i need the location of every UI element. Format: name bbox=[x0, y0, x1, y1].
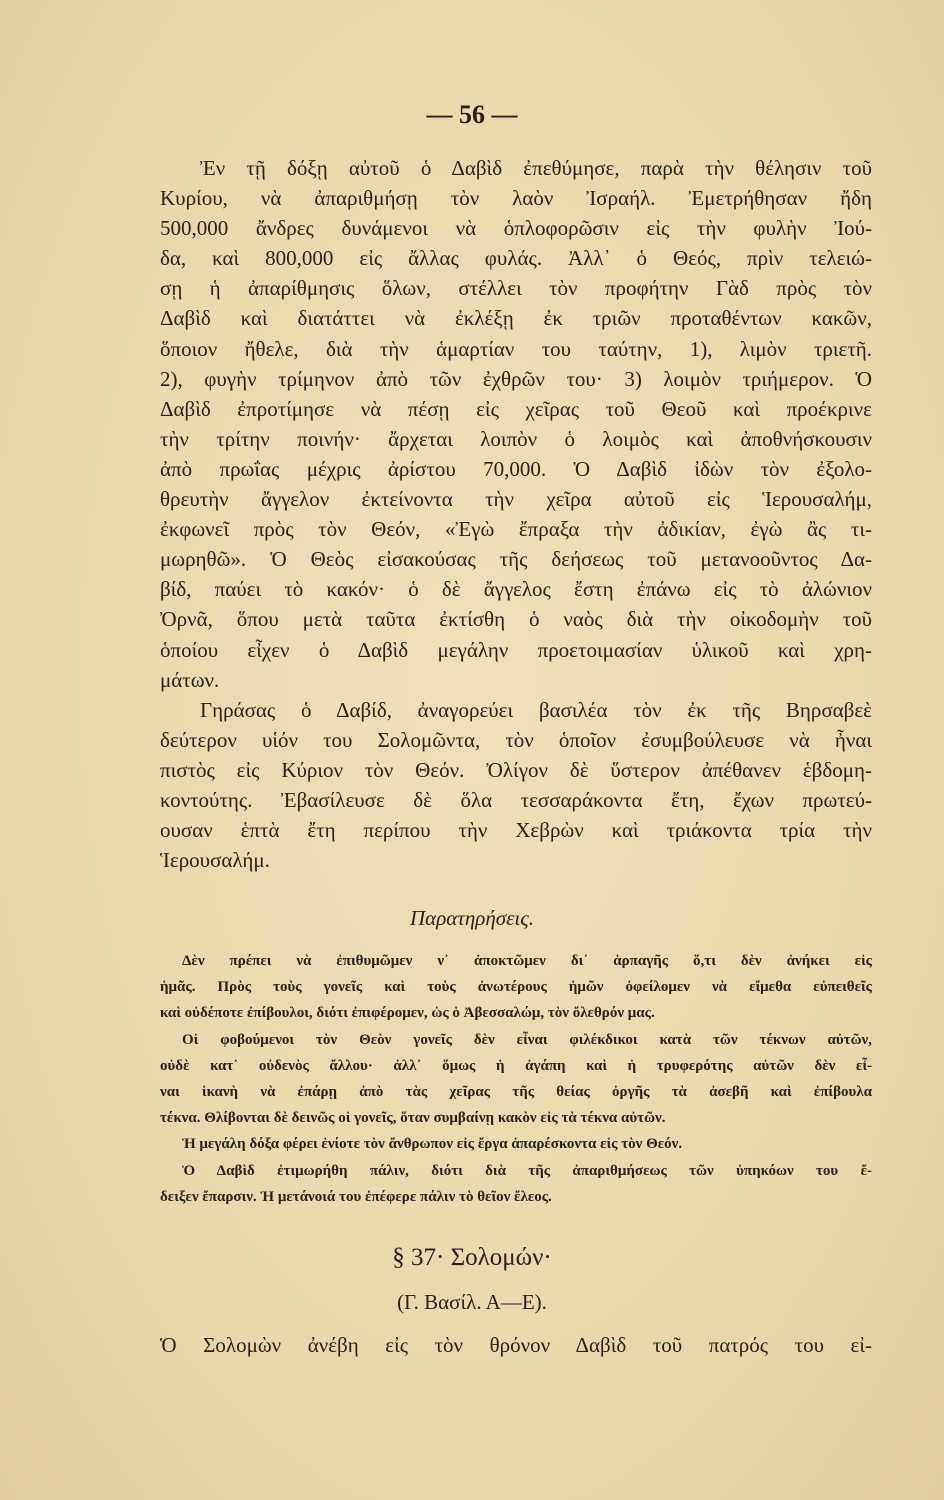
text-line: ἐκφωνεῖ πρὸς τὸν Θεόν, «Ἐγὼ ἔπραξα τὴν ἀδικίαν, ἐγὼ ἂς τι- bbox=[160, 517, 872, 542]
text-line: τὴν τρίτην ποινήν· ἄρχεται λοιπὸν ὁ λοιμὸς καὶ ἀποθνήσκουσιν bbox=[160, 426, 872, 451]
text-line: Κυρίου, νὰ ἀπαριθμήσῃ τὸν λαὸν Ἰσραήλ. Ἐμετρήθησαν ἤδη bbox=[160, 186, 872, 211]
text-line: μωρηθῶ». Ὁ Θεὸς εἰσακούσας τῆς δεήσεως τοῦ μετανοοῦντος Δα- bbox=[160, 547, 872, 572]
text-line: κοντούτης. Ἐβασίλευσε δὲ ὅλα τεσσαράκοντα ἔτη, ἔχων πρωτεύ- bbox=[160, 787, 872, 812]
note-line: Ἡ μεγάλη δόξα φέρει ἐνίοτε τὸν ἄνθρωπον εἰς ἔργα ἀπαρέσκοντα εἰς τὸν Θεόν. bbox=[182, 1136, 683, 1153]
note-line: Δὲν πρέπει νὰ ἐπιθυμῶμεν ν᾽ ἀποκτῶμεν δι᾽ ἁρπαγῆς ὅ,τι δὲν ἀνήκει εἰς bbox=[182, 953, 872, 969]
text-line: ἀπὸ πρωΐας μέχρις ἀρίστου 70,000. Ὁ Δαβὶδ ἰδὼν τὸν ἐξολο- bbox=[160, 456, 872, 481]
note-line: καὶ οὐδέποτε ἐπίβουλοι, διότι ἐπιφέρομεν, ὡς ὁ Ἀβεσσαλώμ, τὸν ὄλεθρόν μας. bbox=[160, 1005, 655, 1022]
observations-notes bbox=[160, 948, 872, 1210]
text-line: Ἱερουσαλήμ. bbox=[160, 848, 270, 873]
text-line: Γηράσας ὁ Δαβίδ, ἀναγορεύει βασιλέα τὸν ἐκ τῆς Βηρσαβεὲ bbox=[200, 697, 872, 722]
note-line: ἡμᾶς. Πρὸς τοὺς γονεῖς καὶ τοὺς ἀνωτέρους ἡμῶν ὀφείλομεν νὰ εἴμεθα εὐπειθεῖς bbox=[160, 979, 872, 996]
text-line: Δαβὶδ καὶ διατάττει νὰ ἐκλέξῃ ἐκ τριῶν προταθέντων κακῶν, bbox=[160, 306, 872, 331]
note-line: Οἱ φοβούμενοι τὸν Θεὸν γονεῖς δὲν εἶναι φιλέκδικοι κατὰ τῶν τέκνων αὐτῶν, bbox=[182, 1031, 872, 1048]
section-heading: § 37· Σολομών· bbox=[392, 1244, 552, 1271]
page-number: — 56 — bbox=[426, 100, 518, 129]
text-line: βίδ, παύει τὸ κακόν· ὁ δὲ ἄγγελος ἔστη ἐπάνω εἰς τὸ ἀλώνιον bbox=[160, 577, 872, 602]
text-line: ουσαν ἑπτὰ ἔτη περίπου τὴν Χεβρὼν καὶ τριάκοντα τρία τὴν bbox=[160, 818, 872, 843]
section-text bbox=[160, 1330, 872, 1360]
main-text bbox=[160, 153, 872, 875]
text-line: θρευτὴν ἄγγελον ἐκτείνοντα τὴν χεῖρα αὐτοῦ εἰς Ἱερουσαλήμ, bbox=[160, 487, 872, 512]
text-line: σῃ ἡ ἀπαρίθμησις ὅλων, στέλλει τὸν προφήτην Γὰδ πρὸς τὸν bbox=[160, 276, 872, 301]
note-line: οὐδὲ κατ᾽ οὐδενὸς ἄλλου· ἀλλ᾽ ὅμως ἡ ἀγάπη καὶ ἡ τρυφερότης αὐτῶν δὲν εἶ- bbox=[160, 1057, 872, 1074]
text-line: 2), φυγὴν τρίμηνον ἀπὸ τῶν ἐχθρῶν του· 3) λοιμὸν τριήμερον. Ὁ bbox=[160, 366, 872, 391]
note-line: Ὁ Δαβὶδ ἐτιμωρήθη πάλιν, διότι διὰ τῆς ἀπαριθμήσεως τῶν ὑπηκόων του ἔ- bbox=[182, 1162, 872, 1179]
text-line: Ὀρνᾶ, ὅπου μετὰ ταῦτα ἐκτίσθη ὁ ναὸς διὰ τὴν οἰκοδομὴν τοῦ bbox=[160, 607, 872, 632]
note-line: δειξεν ἔπαρσιν. Ἡ μετάνοιά του ἐπέφερε πάλιν τὸ θεῖον ἔλεος. bbox=[160, 1188, 552, 1205]
note-line: ναι ἱκανὴ νὰ ἐπάρῃ ἀπὸ τὰς χεῖρας τῆς θείας ὀργῆς τὰ ἀσεβῆ καὶ ἐπίβουλα bbox=[160, 1084, 872, 1101]
text-line: Ὁ Σολομὼν ἀνέβη εἰς τὸν θρόνον Δαβὶδ τοῦ πατρός του εἰ- bbox=[160, 1333, 872, 1357]
text-line: μάτων. bbox=[160, 667, 220, 692]
text-line: ὁποίου εἶχεν ὁ Δαβὶδ μεγάλην προετοιμασίαν ὑλικοῦ καὶ χρη- bbox=[160, 637, 872, 662]
observations-title: Παρατηρήσεις. bbox=[410, 906, 534, 930]
note-line: τέκνα. Θλίβονται δὲ δεινῶς οἱ γονεῖς, ὅταν συμβαίνῃ κακὸν εἰς τὰ τέκνα αὐτῶν. bbox=[160, 1110, 666, 1127]
text-line: Δαβὶδ ἐπροτίμησε νὰ πέσῃ εἰς χεῖρας τοῦ Θεοῦ καὶ προέκρινε bbox=[160, 396, 872, 421]
text-line: δεύτερον υἱόν του Σολομῶντα, τὸν ὁποῖον ἐσυμβούλευσε νὰ ἦναι bbox=[160, 727, 872, 752]
section-reference: (Γ. Βασίλ. Α—Ε). bbox=[397, 1290, 547, 1314]
text-line: δα, καὶ 800,000 εἰς ἄλλας φυλάς. Ἀλλ᾽ ὁ Θεός, πρὶν τελειώ- bbox=[160, 246, 872, 271]
text-line: Ἐν τῇ δόξῃ αὐτοῦ ὁ Δαβὶδ ἐπεθύμησε, παρὰ τὴν θέλησιν τοῦ bbox=[200, 156, 872, 180]
text-line: 500,000 ἄνδρες δυνάμενοι νὰ ὁπλοφορῶσιν εἰς τὴν φυλὴν Ἰού- bbox=[160, 216, 872, 241]
text-line: ὅποιον ἤθελε, διὰ τὴν ἁμαρτίαν του ταύτην, 1), λιμὸν τριετῆ. bbox=[160, 336, 872, 361]
text-line: πιστὸς εἰς Κύριον τὸν Θεόν. Ὀλίγον δὲ ὕστερον ἀπέθανεν ἑβδομη- bbox=[160, 757, 872, 782]
